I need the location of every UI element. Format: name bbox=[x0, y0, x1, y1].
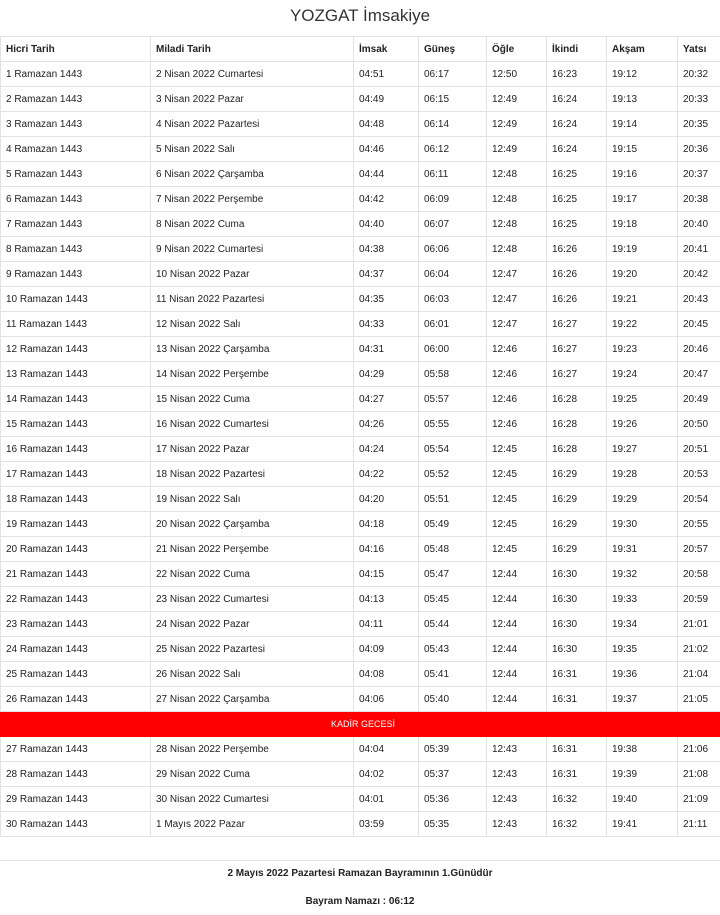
ikindi-time-cell: 16:29 bbox=[547, 462, 607, 487]
miladi-date-cell: 3 Nisan 2022 Pazar bbox=[151, 87, 354, 112]
gunes-time-cell: 05:44 bbox=[419, 612, 487, 637]
imsak-time-cell: 04:06 bbox=[354, 687, 419, 712]
hicri-date-cell: 13 Ramazan 1443 bbox=[1, 362, 151, 387]
ogle-time-cell: 12:47 bbox=[487, 262, 547, 287]
aksam-time-cell: 19:34 bbox=[607, 612, 678, 637]
aksam-time-cell: 19:35 bbox=[607, 637, 678, 662]
gunes-time-cell: 06:03 bbox=[419, 287, 487, 312]
imsak-time-cell: 04:24 bbox=[354, 437, 419, 462]
gunes-time-cell: 06:09 bbox=[419, 187, 487, 212]
gunes-time-cell: 06:06 bbox=[419, 237, 487, 262]
table-row bbox=[1, 512, 720, 537]
hicri-date-cell: 15 Ramazan 1443 bbox=[1, 412, 151, 437]
hicri-date-cell: 24 Ramazan 1443 bbox=[1, 637, 151, 662]
ogle-time-cell: 12:44 bbox=[487, 562, 547, 587]
header-miladi: Miladi Tarih bbox=[151, 37, 354, 62]
aksam-time-cell: 19:33 bbox=[607, 587, 678, 612]
aksam-time-cell: 19:17 bbox=[607, 187, 678, 212]
hicri-date-cell: 28 Ramazan 1443 bbox=[1, 762, 151, 787]
ikindi-time-cell: 16:27 bbox=[547, 337, 607, 362]
miladi-date-cell: 1 Mayıs 2022 Pazar bbox=[151, 812, 354, 837]
imsak-time-cell: 04:35 bbox=[354, 287, 419, 312]
header-hicri: Hicri Tarih bbox=[1, 37, 151, 62]
aksam-time-cell: 19:12 bbox=[607, 62, 678, 87]
table-row bbox=[1, 137, 720, 162]
ikindi-time-cell: 16:24 bbox=[547, 137, 607, 162]
header-ogle: Öğle bbox=[487, 37, 547, 62]
hicri-date-cell: 6 Ramazan 1443 bbox=[1, 187, 151, 212]
ogle-time-cell: 12:46 bbox=[487, 412, 547, 437]
imsak-time-cell: 04:04 bbox=[354, 737, 419, 762]
yatsi-time-cell: 20:32 bbox=[678, 62, 720, 87]
ogle-time-cell: 12:44 bbox=[487, 687, 547, 712]
ogle-time-cell: 12:43 bbox=[487, 762, 547, 787]
ikindi-time-cell: 16:25 bbox=[547, 187, 607, 212]
table-row bbox=[1, 237, 720, 262]
table-row bbox=[1, 87, 720, 112]
aksam-time-cell: 19:16 bbox=[607, 162, 678, 187]
aksam-time-cell: 19:39 bbox=[607, 762, 678, 787]
aksam-time-cell: 19:41 bbox=[607, 812, 678, 837]
imsak-time-cell: 04:11 bbox=[354, 612, 419, 637]
imsak-time-cell: 04:16 bbox=[354, 537, 419, 562]
aksam-time-cell: 19:24 bbox=[607, 362, 678, 387]
miladi-date-cell: 21 Nisan 2022 Perşembe bbox=[151, 537, 354, 562]
gunes-time-cell: 05:47 bbox=[419, 562, 487, 587]
imsak-time-cell: 04:08 bbox=[354, 662, 419, 687]
hicri-date-cell: 22 Ramazan 1443 bbox=[1, 587, 151, 612]
hicri-date-cell: 2 Ramazan 1443 bbox=[1, 87, 151, 112]
table-row bbox=[1, 762, 720, 787]
bayram-info: 2 Mayıs 2022 Pazartesi Ramazan Bayramının 1.Günüdür bbox=[227, 868, 493, 879]
aksam-time-cell: 19:18 bbox=[607, 212, 678, 237]
table-row bbox=[1, 637, 720, 662]
yatsi-time-cell: 20:42 bbox=[678, 262, 720, 287]
yatsi-time-cell: 21:05 bbox=[678, 687, 720, 712]
yatsi-time-cell: 21:02 bbox=[678, 637, 720, 662]
ogle-time-cell: 12:49 bbox=[487, 137, 547, 162]
aksam-time-cell: 19:23 bbox=[607, 337, 678, 362]
table-row bbox=[1, 287, 720, 312]
ogle-time-cell: 12:48 bbox=[487, 162, 547, 187]
hicri-date-cell: 3 Ramazan 1443 bbox=[1, 112, 151, 137]
ikindi-time-cell: 16:26 bbox=[547, 287, 607, 312]
hicri-date-cell: 17 Ramazan 1443 bbox=[1, 462, 151, 487]
yatsi-time-cell: 20:59 bbox=[678, 587, 720, 612]
miladi-date-cell: 9 Nisan 2022 Cumartesi bbox=[151, 237, 354, 262]
miladi-date-cell: 24 Nisan 2022 Pazar bbox=[151, 612, 354, 637]
yatsi-time-cell: 20:36 bbox=[678, 137, 720, 162]
ogle-time-cell: 12:46 bbox=[487, 337, 547, 362]
header-imsak: İmsak bbox=[354, 37, 419, 62]
ogle-time-cell: 12:48 bbox=[487, 212, 547, 237]
aksam-time-cell: 19:40 bbox=[607, 787, 678, 812]
ogle-time-cell: 12:49 bbox=[487, 87, 547, 112]
imsak-time-cell: 04:40 bbox=[354, 212, 419, 237]
miladi-date-cell: 17 Nisan 2022 Pazar bbox=[151, 437, 354, 462]
aksam-time-cell: 19:15 bbox=[607, 137, 678, 162]
gunes-time-cell: 06:01 bbox=[419, 312, 487, 337]
ikindi-time-cell: 16:29 bbox=[547, 537, 607, 562]
gunes-time-cell: 05:55 bbox=[419, 412, 487, 437]
imsak-time-cell: 04:01 bbox=[354, 787, 419, 812]
kadir-gecesi-label: KADİR GECESİ bbox=[1, 712, 720, 737]
hicri-date-cell: 8 Ramazan 1443 bbox=[1, 237, 151, 262]
gunes-time-cell: 05:37 bbox=[419, 762, 487, 787]
ikindi-time-cell: 16:30 bbox=[547, 587, 607, 612]
gunes-time-cell: 05:49 bbox=[419, 512, 487, 537]
hicri-date-cell: 26 Ramazan 1443 bbox=[1, 687, 151, 712]
aksam-time-cell: 19:29 bbox=[607, 487, 678, 512]
ikindi-time-cell: 16:25 bbox=[547, 162, 607, 187]
imsak-time-cell: 04:02 bbox=[354, 762, 419, 787]
gunes-time-cell: 06:17 bbox=[419, 62, 487, 87]
table-row bbox=[1, 262, 720, 287]
yatsi-time-cell: 21:11 bbox=[678, 812, 720, 837]
ogle-time-cell: 12:48 bbox=[487, 237, 547, 262]
yatsi-time-cell: 20:49 bbox=[678, 387, 720, 412]
table-row bbox=[1, 312, 720, 337]
ogle-time-cell: 12:43 bbox=[487, 737, 547, 762]
ikindi-time-cell: 16:29 bbox=[547, 487, 607, 512]
imsak-time-cell: 04:15 bbox=[354, 562, 419, 587]
table-row bbox=[1, 487, 720, 512]
yatsi-time-cell: 21:06 bbox=[678, 737, 720, 762]
table-row bbox=[1, 612, 720, 637]
miladi-date-cell: 5 Nisan 2022 Salı bbox=[151, 137, 354, 162]
aksam-time-cell: 19:22 bbox=[607, 312, 678, 337]
ogle-time-cell: 12:44 bbox=[487, 662, 547, 687]
yatsi-time-cell: 21:01 bbox=[678, 612, 720, 637]
gunes-time-cell: 05:58 bbox=[419, 362, 487, 387]
yatsi-time-cell: 20:58 bbox=[678, 562, 720, 587]
miladi-date-cell: 2 Nisan 2022 Cumartesi bbox=[151, 62, 354, 87]
miladi-date-cell: 14 Nisan 2022 Perşembe bbox=[151, 362, 354, 387]
imsak-time-cell: 04:31 bbox=[354, 337, 419, 362]
table-row bbox=[1, 537, 720, 562]
gunes-time-cell: 06:15 bbox=[419, 87, 487, 112]
ikindi-time-cell: 16:28 bbox=[547, 387, 607, 412]
gunes-time-cell: 05:52 bbox=[419, 462, 487, 487]
gunes-time-cell: 05:36 bbox=[419, 787, 487, 812]
table-row bbox=[1, 437, 720, 462]
hicri-date-cell: 29 Ramazan 1443 bbox=[1, 787, 151, 812]
miladi-date-cell: 6 Nisan 2022 Çarşamba bbox=[151, 162, 354, 187]
hicri-date-cell: 25 Ramazan 1443 bbox=[1, 662, 151, 687]
ikindi-time-cell: 16:26 bbox=[547, 237, 607, 262]
miladi-date-cell: 11 Nisan 2022 Pazartesi bbox=[151, 287, 354, 312]
imsak-time-cell: 04:42 bbox=[354, 187, 419, 212]
aksam-time-cell: 19:21 bbox=[607, 287, 678, 312]
header-gunes: Güneş bbox=[419, 37, 487, 62]
ogle-time-cell: 12:45 bbox=[487, 437, 547, 462]
ogle-time-cell: 12:48 bbox=[487, 187, 547, 212]
miladi-date-cell: 19 Nisan 2022 Salı bbox=[151, 487, 354, 512]
ikindi-time-cell: 16:26 bbox=[547, 262, 607, 287]
hicri-date-cell: 30 Ramazan 1443 bbox=[1, 812, 151, 837]
ogle-time-cell: 12:44 bbox=[487, 637, 547, 662]
table-row bbox=[1, 387, 720, 412]
table-row bbox=[1, 162, 720, 187]
aksam-time-cell: 19:37 bbox=[607, 687, 678, 712]
table-row bbox=[1, 662, 720, 687]
gunes-time-cell: 05:57 bbox=[419, 387, 487, 412]
ikindi-time-cell: 16:27 bbox=[547, 362, 607, 387]
ikindi-time-cell: 16:29 bbox=[547, 512, 607, 537]
kadir-gecesi-row bbox=[1, 712, 720, 737]
miladi-date-cell: 12 Nisan 2022 Salı bbox=[151, 312, 354, 337]
ogle-time-cell: 12:44 bbox=[487, 612, 547, 637]
hicri-date-cell: 21 Ramazan 1443 bbox=[1, 562, 151, 587]
miladi-date-cell: 4 Nisan 2022 Pazartesi bbox=[151, 112, 354, 137]
aksam-time-cell: 19:26 bbox=[607, 412, 678, 437]
hicri-date-cell: 5 Ramazan 1443 bbox=[1, 162, 151, 187]
imsak-time-cell: 04:13 bbox=[354, 587, 419, 612]
hicri-date-cell: 4 Ramazan 1443 bbox=[1, 137, 151, 162]
hicri-date-cell: 23 Ramazan 1443 bbox=[1, 612, 151, 637]
ikindi-time-cell: 16:30 bbox=[547, 637, 607, 662]
imsakiye-table bbox=[0, 36, 720, 837]
imsak-time-cell: 04:33 bbox=[354, 312, 419, 337]
miladi-date-cell: 28 Nisan 2022 Perşembe bbox=[151, 737, 354, 762]
hicri-date-cell: 10 Ramazan 1443 bbox=[1, 287, 151, 312]
imsak-time-cell: 04:09 bbox=[354, 637, 419, 662]
miladi-date-cell: 16 Nisan 2022 Cumartesi bbox=[151, 412, 354, 437]
yatsi-time-cell: 20:40 bbox=[678, 212, 720, 237]
aksam-time-cell: 19:38 bbox=[607, 737, 678, 762]
miladi-date-cell: 26 Nisan 2022 Salı bbox=[151, 662, 354, 687]
hicri-date-cell: 9 Ramazan 1443 bbox=[1, 262, 151, 287]
imsak-time-cell: 04:20 bbox=[354, 487, 419, 512]
table-row bbox=[1, 687, 720, 712]
table-row bbox=[1, 462, 720, 487]
ikindi-time-cell: 16:28 bbox=[547, 412, 607, 437]
ikindi-time-cell: 16:23 bbox=[547, 62, 607, 87]
yatsi-time-cell: 21:09 bbox=[678, 787, 720, 812]
table-row bbox=[1, 337, 720, 362]
hicri-date-cell: 20 Ramazan 1443 bbox=[1, 537, 151, 562]
gunes-time-cell: 05:40 bbox=[419, 687, 487, 712]
hicri-date-cell: 27 Ramazan 1443 bbox=[1, 737, 151, 762]
page-title: YOZGAT İmsakiye bbox=[289, 6, 431, 25]
ogle-time-cell: 12:45 bbox=[487, 462, 547, 487]
table-row bbox=[1, 112, 720, 137]
ikindi-time-cell: 16:32 bbox=[547, 812, 607, 837]
miladi-date-cell: 30 Nisan 2022 Cumartesi bbox=[151, 787, 354, 812]
aksam-time-cell: 19:31 bbox=[607, 537, 678, 562]
yatsi-time-cell: 20:54 bbox=[678, 487, 720, 512]
gunes-time-cell: 06:12 bbox=[419, 137, 487, 162]
imsak-time-cell: 04:18 bbox=[354, 512, 419, 537]
header-aksam: Akşam bbox=[607, 37, 678, 62]
aksam-time-cell: 19:25 bbox=[607, 387, 678, 412]
gunes-time-cell: 05:35 bbox=[419, 812, 487, 837]
hicri-date-cell: 11 Ramazan 1443 bbox=[1, 312, 151, 337]
gunes-time-cell: 05:41 bbox=[419, 662, 487, 687]
miladi-date-cell: 18 Nisan 2022 Pazartesi bbox=[151, 462, 354, 487]
aksam-time-cell: 19:20 bbox=[607, 262, 678, 287]
ikindi-time-cell: 16:31 bbox=[547, 737, 607, 762]
hicri-date-cell: 19 Ramazan 1443 bbox=[1, 512, 151, 537]
ikindi-time-cell: 16:32 bbox=[547, 787, 607, 812]
ikindi-time-cell: 16:27 bbox=[547, 312, 607, 337]
imsak-time-cell: 04:27 bbox=[354, 387, 419, 412]
yatsi-time-cell: 20:51 bbox=[678, 437, 720, 462]
ikindi-time-cell: 16:30 bbox=[547, 612, 607, 637]
table-row bbox=[1, 562, 720, 587]
gunes-time-cell: 05:43 bbox=[419, 637, 487, 662]
table-row bbox=[1, 362, 720, 387]
gunes-time-cell: 05:48 bbox=[419, 537, 487, 562]
miladi-date-cell: 22 Nisan 2022 Cuma bbox=[151, 562, 354, 587]
yatsi-time-cell: 20:35 bbox=[678, 112, 720, 137]
table-row bbox=[1, 62, 720, 87]
imsak-time-cell: 04:26 bbox=[354, 412, 419, 437]
ogle-time-cell: 12:43 bbox=[487, 787, 547, 812]
miladi-date-cell: 13 Nisan 2022 Çarşamba bbox=[151, 337, 354, 362]
ikindi-time-cell: 16:24 bbox=[547, 112, 607, 137]
yatsi-time-cell: 20:53 bbox=[678, 462, 720, 487]
miladi-date-cell: 23 Nisan 2022 Cumartesi bbox=[151, 587, 354, 612]
ogle-time-cell: 12:45 bbox=[487, 537, 547, 562]
yatsi-time-cell: 20:43 bbox=[678, 287, 720, 312]
hicri-date-cell: 16 Ramazan 1443 bbox=[1, 437, 151, 462]
ikindi-time-cell: 16:30 bbox=[547, 562, 607, 587]
imsak-time-cell: 04:44 bbox=[354, 162, 419, 187]
aksam-time-cell: 19:32 bbox=[607, 562, 678, 587]
ogle-time-cell: 12:44 bbox=[487, 587, 547, 612]
yatsi-time-cell: 20:37 bbox=[678, 162, 720, 187]
ikindi-time-cell: 16:31 bbox=[547, 687, 607, 712]
aksam-time-cell: 19:27 bbox=[607, 437, 678, 462]
miladi-date-cell: 7 Nisan 2022 Perşembe bbox=[151, 187, 354, 212]
table-row bbox=[1, 787, 720, 812]
hicri-date-cell: 1 Ramazan 1443 bbox=[1, 62, 151, 87]
miladi-date-cell: 20 Nisan 2022 Çarşamba bbox=[151, 512, 354, 537]
table-header-row bbox=[1, 37, 720, 62]
footer bbox=[0, 860, 720, 907]
table-row bbox=[1, 212, 720, 237]
hicri-date-cell: 14 Ramazan 1443 bbox=[1, 387, 151, 412]
miladi-date-cell: 29 Nisan 2022 Cuma bbox=[151, 762, 354, 787]
ogle-time-cell: 12:45 bbox=[487, 512, 547, 537]
aksam-time-cell: 19:30 bbox=[607, 512, 678, 537]
miladi-date-cell: 10 Nisan 2022 Pazar bbox=[151, 262, 354, 287]
yatsi-time-cell: 21:08 bbox=[678, 762, 720, 787]
imsak-time-cell: 04:46 bbox=[354, 137, 419, 162]
table-row bbox=[1, 187, 720, 212]
ogle-time-cell: 12:46 bbox=[487, 387, 547, 412]
yatsi-time-cell: 20:41 bbox=[678, 237, 720, 262]
imsak-time-cell: 04:48 bbox=[354, 112, 419, 137]
imsak-time-cell: 04:51 bbox=[354, 62, 419, 87]
ogle-time-cell: 12:49 bbox=[487, 112, 547, 137]
imsak-time-cell: 04:37 bbox=[354, 262, 419, 287]
table-row bbox=[1, 812, 720, 837]
gunes-time-cell: 05:39 bbox=[419, 737, 487, 762]
aksam-time-cell: 19:28 bbox=[607, 462, 678, 487]
ogle-time-cell: 12:43 bbox=[487, 812, 547, 837]
gunes-time-cell: 05:51 bbox=[419, 487, 487, 512]
ogle-time-cell: 12:47 bbox=[487, 312, 547, 337]
table-row bbox=[1, 587, 720, 612]
ogle-time-cell: 12:47 bbox=[487, 287, 547, 312]
ikindi-time-cell: 16:24 bbox=[547, 87, 607, 112]
yatsi-time-cell: 20:33 bbox=[678, 87, 720, 112]
miladi-date-cell: 27 Nisan 2022 Çarşamba bbox=[151, 687, 354, 712]
table-body bbox=[1, 62, 720, 837]
miladi-date-cell: 15 Nisan 2022 Cuma bbox=[151, 387, 354, 412]
gunes-time-cell: 06:11 bbox=[419, 162, 487, 187]
miladi-date-cell: 25 Nisan 2022 Pazartesi bbox=[151, 637, 354, 662]
gunes-time-cell: 06:07 bbox=[419, 212, 487, 237]
imsak-time-cell: 03:59 bbox=[354, 812, 419, 837]
aksam-time-cell: 19:19 bbox=[607, 237, 678, 262]
ogle-time-cell: 12:50 bbox=[487, 62, 547, 87]
gunes-time-cell: 05:54 bbox=[419, 437, 487, 462]
ikindi-time-cell: 16:31 bbox=[547, 762, 607, 787]
miladi-date-cell: 8 Nisan 2022 Cuma bbox=[151, 212, 354, 237]
yatsi-time-cell: 20:45 bbox=[678, 312, 720, 337]
yatsi-time-cell: 20:38 bbox=[678, 187, 720, 212]
ikindi-time-cell: 16:25 bbox=[547, 212, 607, 237]
hicri-date-cell: 7 Ramazan 1443 bbox=[1, 212, 151, 237]
imsak-time-cell: 04:49 bbox=[354, 87, 419, 112]
yatsi-time-cell: 20:50 bbox=[678, 412, 720, 437]
bayram-namazi: Bayram Namazı : 06:12 bbox=[305, 896, 415, 907]
imsak-time-cell: 04:22 bbox=[354, 462, 419, 487]
gunes-time-cell: 06:14 bbox=[419, 112, 487, 137]
ikindi-time-cell: 16:31 bbox=[547, 662, 607, 687]
yatsi-time-cell: 20:46 bbox=[678, 337, 720, 362]
ogle-time-cell: 12:45 bbox=[487, 487, 547, 512]
yatsi-time-cell: 20:55 bbox=[678, 512, 720, 537]
imsak-time-cell: 04:29 bbox=[354, 362, 419, 387]
hicri-date-cell: 18 Ramazan 1443 bbox=[1, 487, 151, 512]
yatsi-time-cell: 21:04 bbox=[678, 662, 720, 687]
hicri-date-cell: 12 Ramazan 1443 bbox=[1, 337, 151, 362]
table-row bbox=[1, 737, 720, 762]
gunes-time-cell: 05:45 bbox=[419, 587, 487, 612]
ikindi-time-cell: 16:28 bbox=[547, 437, 607, 462]
ogle-time-cell: 12:46 bbox=[487, 362, 547, 387]
aksam-time-cell: 19:13 bbox=[607, 87, 678, 112]
gunes-time-cell: 06:00 bbox=[419, 337, 487, 362]
header-ikindi: İkindi bbox=[547, 37, 607, 62]
yatsi-time-cell: 20:57 bbox=[678, 537, 720, 562]
header-yatsi: Yatsı bbox=[678, 37, 720, 62]
aksam-time-cell: 19:14 bbox=[607, 112, 678, 137]
aksam-time-cell: 19:36 bbox=[607, 662, 678, 687]
gunes-time-cell: 06:04 bbox=[419, 262, 487, 287]
imsak-time-cell: 04:38 bbox=[354, 237, 419, 262]
table-row bbox=[1, 412, 720, 437]
yatsi-time-cell: 20:47 bbox=[678, 362, 720, 387]
